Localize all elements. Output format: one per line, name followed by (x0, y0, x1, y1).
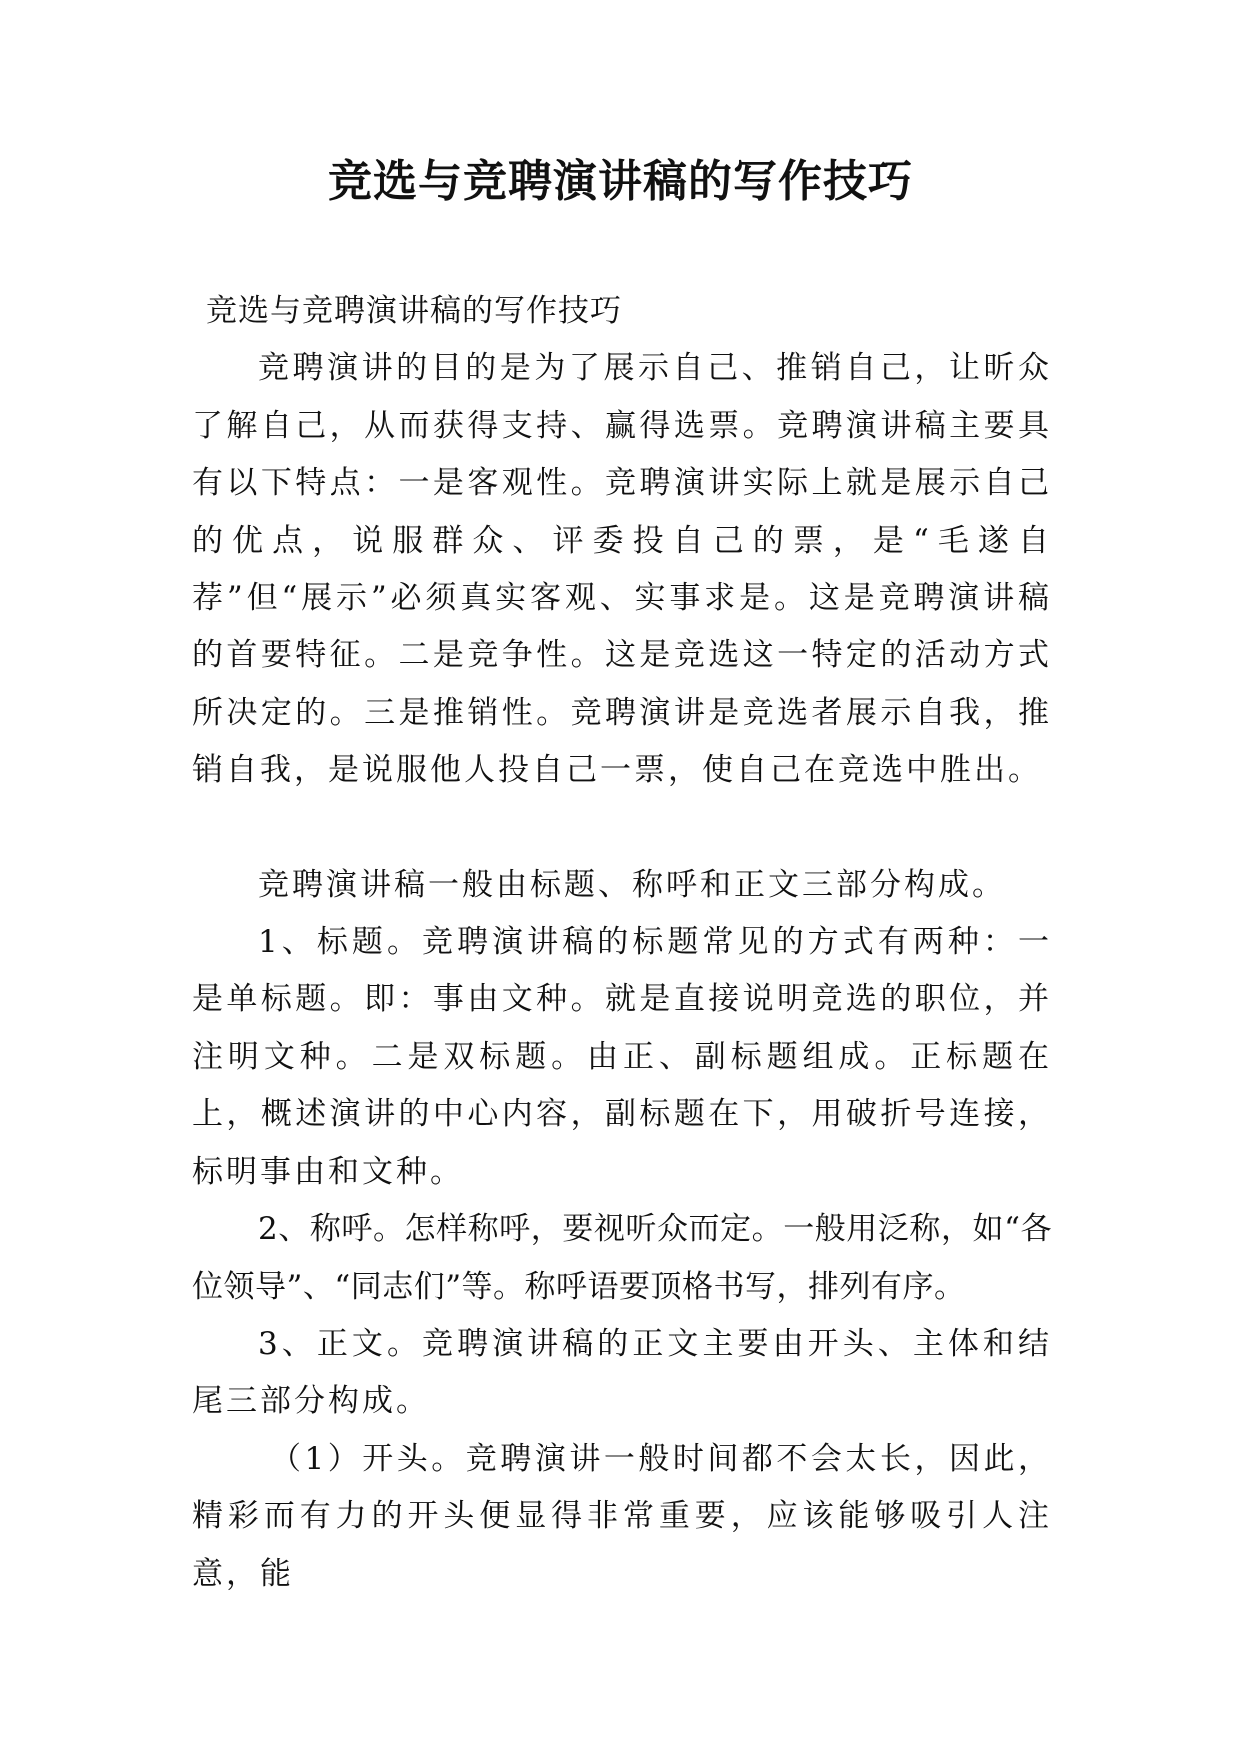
document-body (192, 283, 1052, 1603)
paragraph-title-section: 1、标题。竞聘演讲稿的标题常见的方式有两种：一是单标题。即：事由文种。就是直接说明竞选的职位，并注明文种。二是双标题。由正、副标题组成。正标题在上，概述演讲的中心内容，副标题在下，用破折号连接，标明事由和文种。 (192, 924, 1052, 1190)
document-title: 竞选与竞聘演讲稿的写作技巧 (328, 156, 913, 207)
paragraph-opening-section: （1）开头。竞聘演讲一般时间都不会太长，因此，精彩而有力的开头便显得非常重要，应该能够吸引人注意，能 (192, 1440, 1052, 1592)
paragraph-intro: 竞聘演讲的目的是为了展示自己、推销自己，让昕众了解自己，从而获得支持、赢得选票。竞聘演讲稿主要具有以下特点：一是客观性。竞聘演讲实际上就是展示自己的优点，说服群众、评委投自己的票，是“毛遂自荐”但“展示”必须真实客观、实事求是。这是竞聘演讲稿的首要特征。二是竞争性。这是竞选这一特定的活动方式所决定的。三是推销性。竞聘演讲是竞选者展示自我，推销自我，是说服他人投自己一票，使自己在竞选中胜出。 (192, 350, 1052, 789)
paragraph-structure: 竞聘演讲稿一般由标题、称呼和正文三部分构成。 (258, 866, 1006, 903)
document-subtitle: 竞选与竞聘演讲稿的写作技巧 (206, 293, 622, 329)
paragraph-body-section: 3、正文。竞聘演讲稿的正文主要由开头、主体和结尾三部分构成。 (192, 1325, 1052, 1420)
paragraph-salutation-section: 2、称呼。怎样称呼，要视听众而定。一般用泛称，如“各位领导”、“同志们”等。称呼语要顶格书写，排列有序。 (192, 1211, 1052, 1305)
